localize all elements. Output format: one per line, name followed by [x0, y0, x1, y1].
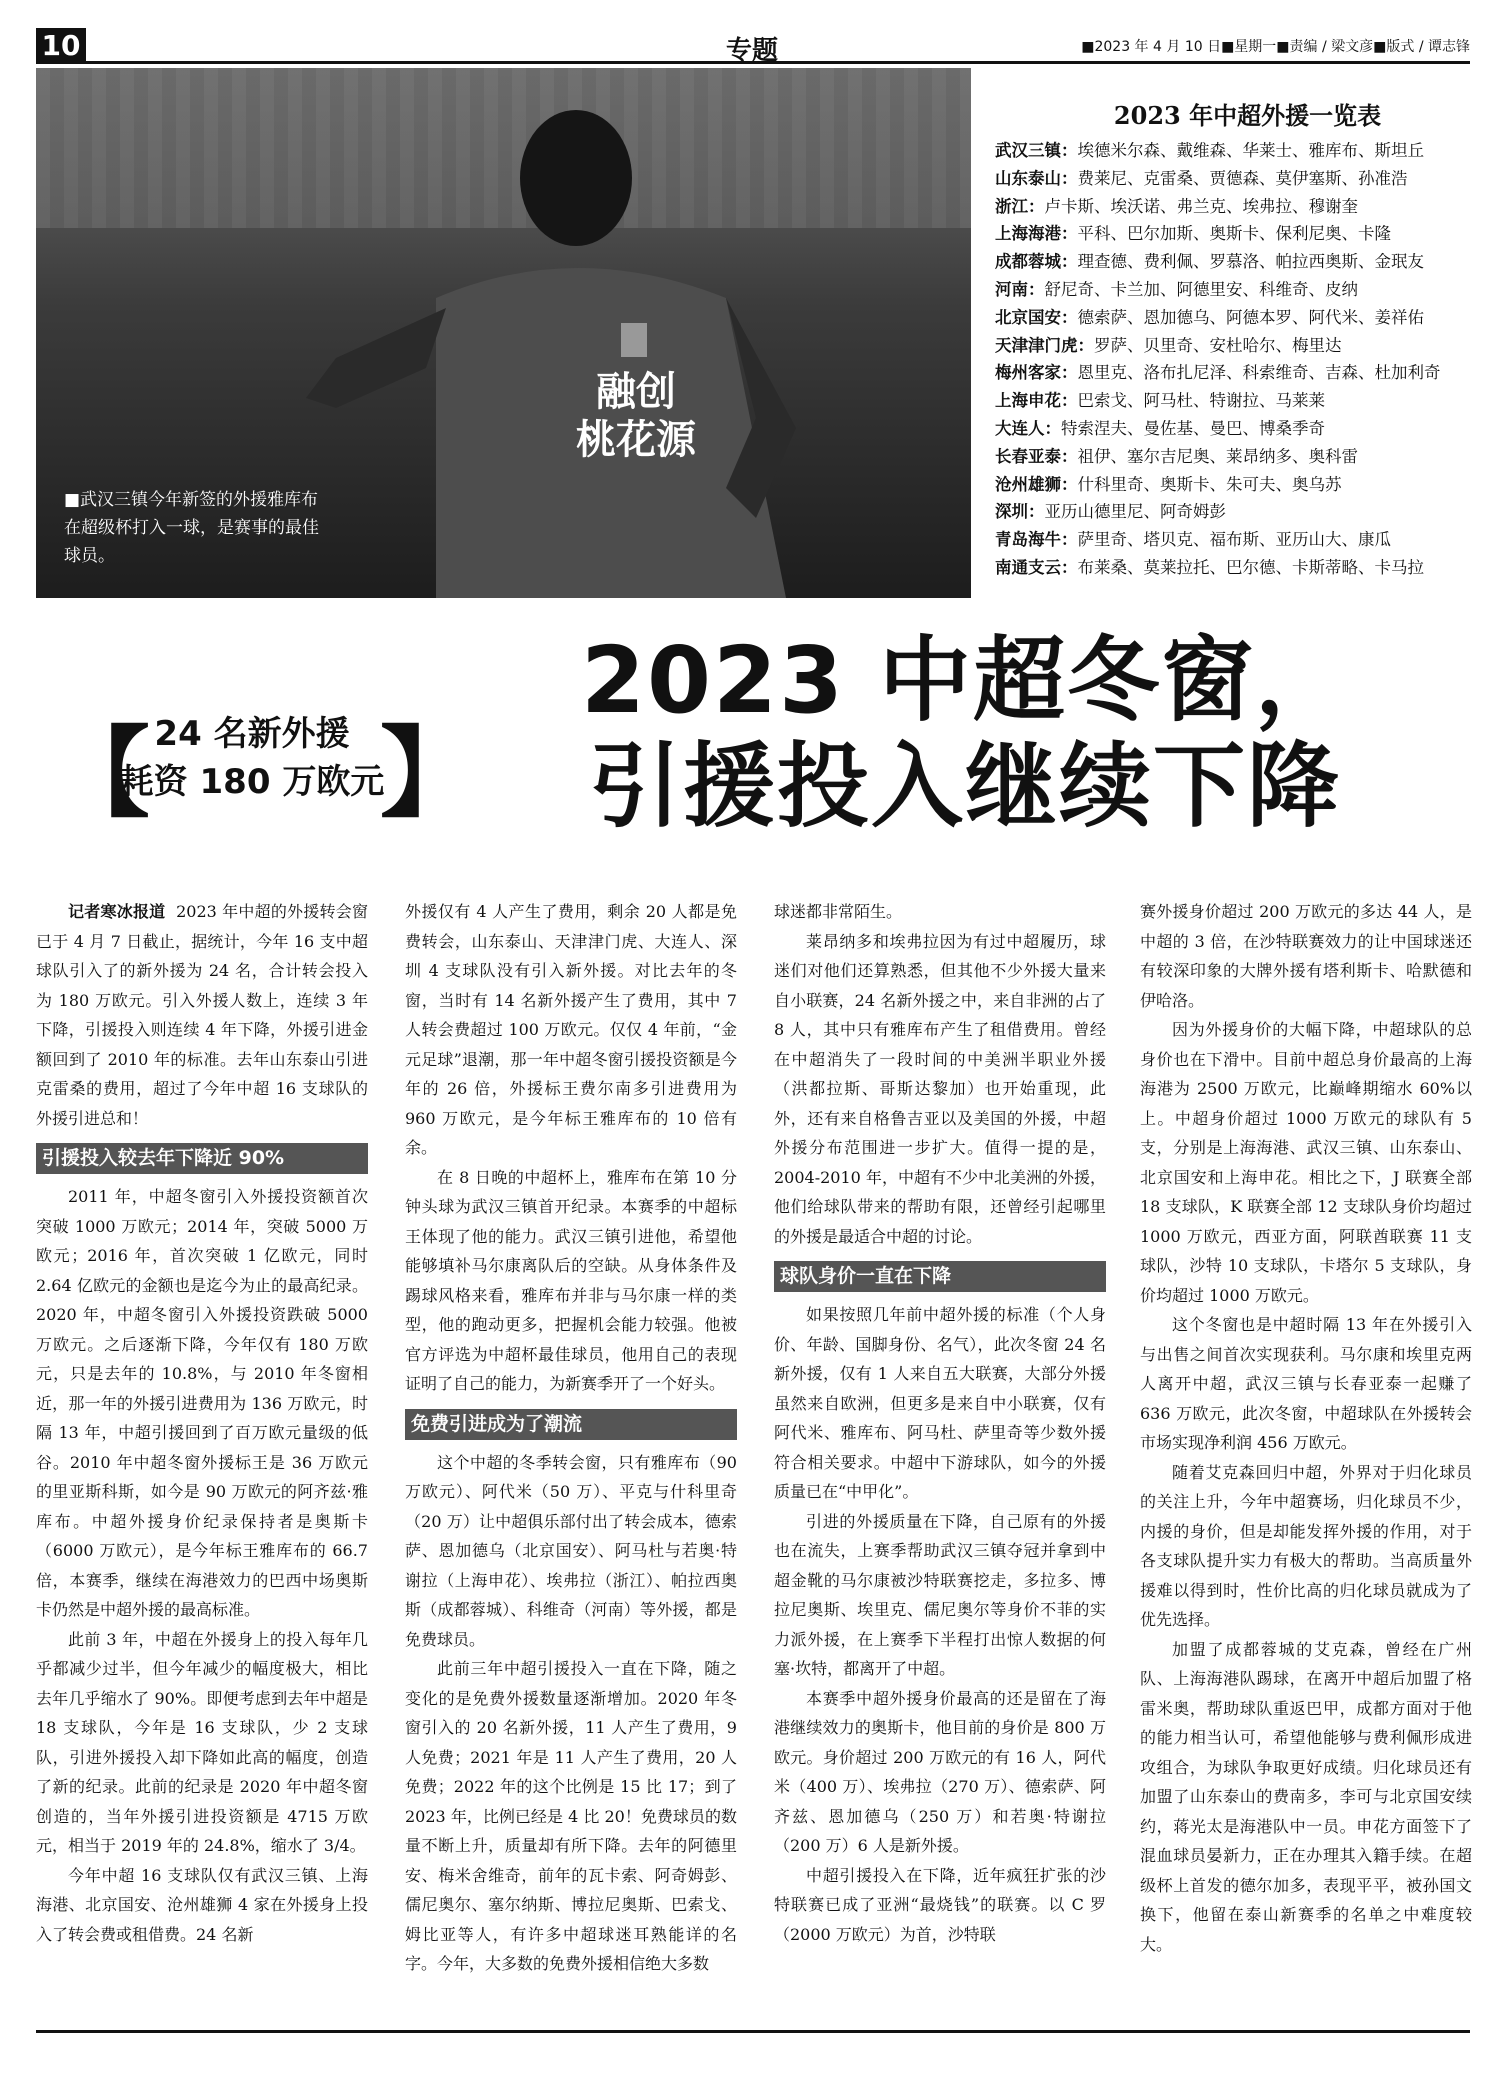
section-heading: 引援投入较去年下降近 90% [36, 1143, 368, 1174]
club-name: 上海海港： [995, 224, 1078, 244]
issue-meta: ■2023 年 4 月 10 日■星期一■责编 / 梁文彦■版式 / 谭志锋 [1081, 39, 1470, 55]
player-names: 理查德、费利佩、罗慕洛、帕拉西奥斯、金珉友 [1077, 252, 1424, 272]
club-name: 青岛海牛： [995, 530, 1078, 550]
paragraph: 莱昂纳多和埃弗拉因为有过中超履历，球迷们对他们还算熟悉，但其他不少外援大量来自小联赛，24 名新外援之中，来自非洲的占了 8 人，其中只有雅库布产生了租借费用。曾经在中超消失了一段时间的中美洲半职业外援（洪都拉斯、哥斯达黎加）也开始重现，此外，还有来自格鲁吉亚以及美国的外援，中超外援分布范围进一步扩大。值得一提的是，2004-2010 年，中超有不少中北美洲的外援，他们给球队带来的帮助有限，还曾经引起哪里的外援是最适合中超的讨论。 [774, 931, 1106, 1246]
player-names: 巴索戈、阿马杜、特谢拉、马莱莱 [1077, 391, 1325, 411]
byline: 记者寒冰报道 [68, 902, 166, 921]
paragraph: 记者寒冰报道 2023 年中超的外援转会窗已于 4 月 7 日截止，据统计，今年 16 支中超球队引入了的新外援为 24 名，合计转会投入为 180 万欧元。引入外援人数上，连续 3 年下降，引援投入则连续 4 年下降，外援引进金额回到了 2010 年的标准。去年山东泰山引进克雷桑的费用，超过了今年中超 16 支球队的外援引进总和！ [36, 902, 369, 1128]
player-names: 埃德米尔森、戴维森、华莱士、雅库布、斯坦丘 [1077, 141, 1424, 160]
club-name: 长春亚泰： [995, 446, 1078, 466]
player-names: 布莱桑、莫莱拉托、巴尔德、卡斯蒂略、卡马拉 [1077, 557, 1424, 577]
club-name: 北京国安： [995, 307, 1078, 327]
paragraph: 中超引援投入在下降，近年疯狂扩张的沙特联赛已成了亚洲“最烧钱”的联赛。以 C 罗（2000 万欧元）为首，沙特联 [774, 1865, 1106, 1944]
table-row [995, 554, 1470, 582]
headline-line-2: 引援投入继续下降 [588, 733, 1341, 840]
subheadline [102, 710, 402, 806]
club-name: 成都蓉城： [995, 252, 1078, 272]
paragraph: 外援仅有 4 人产生了费用，剩余 20 人都是免费转会，山东泰山、天津津门虎、大连人、深圳 4 支球队没有引入新外援。对比去年的冬窗，当时有 14 名新外援产生了费用，其中 7 人转会费超过 100 万欧元。仅仅 4 年前，“金元足球”退潮，那一年中超冬窗引援投资额是今年的 26 倍，外援标王费尔南多引进费用为 960 万欧元，是今年标王雅库布的 10 倍有余。 [405, 902, 737, 1157]
foreign-players-table [995, 96, 1470, 582]
club-name: 沧州雄狮： [995, 474, 1078, 494]
table-row [995, 276, 1470, 304]
shirt-sponsor-2: 桃花源 [576, 417, 696, 463]
player-names: 恩里克、洛布扎尼泽、科索维奇、吉森、杜加利奇 [1077, 363, 1441, 383]
paragraph: 本赛季中超外援身价最高的还是留在了海港继续效力的奥斯卡，他目前的身价是 800 万欧元。身价超过 200 万欧元的有 16 人，阿代米（400 万）、埃弗拉（270 万）、德索萨、阿齐兹、恩加德乌（250 万）和若奥·特谢拉（200 万）6 人是新外援。 [774, 1688, 1106, 1855]
player-names: 萨里奇、塔贝克、福布斯、亚历山大、康瓜 [1077, 530, 1391, 550]
paragraph: 这个中超的冬季转会窗，只有雅库布（90 万欧元）、阿代米（50 万）、平克与什科里奇（20 万）让中超俱乐部付出了转会成本，德索萨、恩加德乌（北京国安）、阿马杜与若奥·特谢拉（上海申花）、埃弗拉（浙江）、帕拉西奥斯（成都蓉城）、科维奇（河南）等外援，都是免费球员。 [405, 1452, 737, 1649]
paragraph: 随着艾克森回归中超，外界对于归化球员的关注上升，今年中超赛场，归化球员不少，内援的身价，但是却能发挥外援的作用，对于各支球队提升实力有极大的帮助。当高质量外援难以得到时，性价比高的归化球员就成为了优先选择。 [1140, 1462, 1472, 1629]
table-row [995, 193, 1470, 221]
paragraph: 此前三年中超引援投入一直在下降，随之变化的是免费外援数量逐渐增加。2020 年冬窗引入的 20 名新外援，11 人产生了费用，9 人免费；2021 年是 11 人产生了费用，20 人免费；2022 年的这个比例是 15 比 17；到了 2023 年，比例已经是 4 比 20！免费球员的数量不断上升，质量却有所下降。去年的阿德里安、梅米舍维奇，前年的瓦卡索、阿奇姆彭、儒尼奥尔、塞尔纳斯、博拉尼奥斯、巴索戈、姆比亚等人，有许多中超球迷耳熟能详的名字。今年，大多数的免费外援相信绝大多数 [405, 1659, 737, 1973]
article-column-1 [36, 897, 368, 1949]
paragraph: 此前 3 年，中超在外援身上的投入每年几乎都减少过半，但今年减少的幅度极大，相比去年几乎缩水了 90%。即便考虑到去年中超是 18 支球队，今年是 16 支球队，少 2 支球队，引进外援投入却下降如此高的幅度，创造了新的纪录。此前的纪录是 2020 年中超冬窗创造的，当年外援引进投资额是 4715 万欧元，相当于 2019 年的 24.8%，缩水了 3/4。 [36, 1629, 368, 1855]
section-heading: 球队身价一直在下降 [774, 1261, 1106, 1292]
player-names: 罗萨、贝里奇、安杜哈尔、梅里达 [1094, 335, 1342, 355]
club-name: 山东泰山： [995, 168, 1078, 188]
club-name: 武汉三镇： [995, 141, 1078, 160]
player-names: 费莱尼、克雷桑、贾德森、莫伊塞斯、孙准浩 [1077, 168, 1408, 188]
player-names: 卢卡斯、埃沃诺、弗兰克、埃弗拉、穆谢奎 [1044, 196, 1358, 216]
table-row [995, 165, 1470, 193]
club-name: 天津津门虎： [995, 335, 1094, 355]
paragraph: 加盟了成都蓉城的艾克森，曾经在广州队、上海海港队踢球，在离开中超后加盟了格雷米奥，帮助球队重返巴甲，成都方面对于他的能力相当认可，希望他能够与费利佩形成进攻组合，为球队争取更好成绩。归化球员还有加盟了山东泰山的费南多，李可与北京国安续约，蒋光太是海港队中一员。申花方面签下了混血球员晏新力，正在办理其入籍手续。在超级杯上首发的德尔加多，表现平平，被孙国文换下，他留在泰山新赛季的名单之中难度较大。 [1140, 1639, 1472, 1954]
section-title: 专题 [726, 36, 779, 66]
club-name: 浙江： [995, 196, 1045, 216]
player-names: 祖伊、塞尔吉尼奥、莱昂纳多、奥科雷 [1077, 446, 1358, 466]
player-names: 平科、巴尔加斯、奥斯卡、保利尼奥、卡隆 [1077, 224, 1391, 244]
feature-photo [36, 68, 971, 598]
table-title: 2023 年中超外援一览表 [1113, 101, 1382, 130]
article-column-3 [774, 897, 1106, 1949]
player-names: 什科里奇、奥斯卡、朱可夫、奥乌苏 [1077, 474, 1342, 494]
club-name: 大连人： [995, 418, 1061, 438]
paragraph: 球迷都非常陌生。 [774, 902, 903, 921]
article-column-4 [1140, 897, 1472, 1959]
bracket-left: 【 [52, 717, 151, 831]
paragraph: 这个冬窗也是中超时隔 13 年在外援引入与出售之间首次实现获利。马尔康和埃里克两人离开中超，武汉三镇与长春亚泰一起赚了 636 万欧元，此次冬窗，中超球队在外援转会市场实现净利润 456 万欧元。 [1140, 1315, 1472, 1452]
table-row [995, 248, 1470, 276]
table-row [995, 443, 1470, 471]
subheadline-line-2: 耗资 180 万欧元 [119, 762, 385, 802]
table-row [995, 498, 1470, 526]
paragraph: 在 8 日晚的中超杯上，雅库布在第 10 分钟头球为武汉三镇首开纪录。本赛季的中超标王体现了他的能力。武汉三镇引进他，希望他能够填补马尔康离队后的空缺。从身体条件及踢球风格来看，雅库布并非与马尔康一样的类型，他的跑动更多，把握机会能力较强。他被官方评选为中超杯最佳球员，他用自己的表现证明了自己的能力，为新赛季开了一个好头。 [405, 1167, 737, 1393]
table-row [995, 359, 1470, 387]
footer-rule [36, 2030, 1470, 2033]
photo-caption: ■武汉三镇今年新签的外援雅库布在超级杯打入一球，是赛事的最佳球员。 [64, 490, 319, 566]
club-name: 深圳： [995, 502, 1045, 522]
paragraph: 今年中超 16 支球队仅有武汉三镇、上海海港、北京国安、沧州雄狮 4 家在外援身上投入了转会费或租借费。24 名新 [36, 1865, 368, 1944]
headline-line-1: 2023 中超冬窗， [580, 627, 1350, 734]
table-row [995, 304, 1470, 332]
paragraph: 引进的外援质量在下降，自己原有的外援也在流失，上赛季帮助武汉三镇夺冠并拿到中超金靴的马尔康被沙特联赛挖走，多拉多、博拉尼奥斯、埃里克、儒尼奥尔等身价不菲的实力派外援，在上赛季下半程打出惊人数据的何塞·坎特，都离开了中超。 [774, 1511, 1106, 1678]
table-row [995, 526, 1470, 554]
page-header [36, 28, 1470, 64]
table-row [995, 387, 1470, 415]
table-row [995, 415, 1470, 443]
paragraph: 如果按照几年前中超外援的标准（个人身价、年龄、国脚身份、名气），此次冬窗 24 名新外援，仅有 1 人来自五大联赛，大部分外援虽然来自欧洲，但更多是来自中小联赛，仅有阿代米、雅库布、阿马杜、萨里奇等少数外援符合相关要求。中超中下游球队，如今的外援质量已在“中甲化”。 [774, 1305, 1106, 1501]
bracket-right: 】 [380, 717, 479, 831]
table-row [995, 471, 1470, 499]
section-heading: 免费引进成为了潮流 [405, 1409, 737, 1440]
club-name: 河南： [995, 279, 1045, 299]
article-column-2 [405, 897, 737, 1979]
paragraph: 赛外援身价超过 200 万欧元的多达 44 人，是中超的 3 倍，在沙特联赛效力的让中国球迷还有较深印象的大牌外援有塔利斯卡、哈默德和伊哈洛。 [1140, 902, 1472, 1010]
paragraph: 2011 年，中超冬窗引入外援投资额首次突破 1000 万欧元；2014 年，突破 5000 万欧元；2016 年，首次突破 1 亿欧元，同时 2.64 亿欧元的金额也是迄今为止的最高纪录。2020 年，中超冬窗引入外援投资跌破 5000 万欧元。之后逐渐下降，今年仅有 180 万欧元，只是去年的 10.8%，与 2010 年冬窗相近，那一年的外援引进费用为 136 万欧元，时隔 13 年，中超引援回到了百万欧元量级的低谷。2010 年中超冬窗外援标王是 36 万欧元的里亚斯科斯，如今是 90 万欧元的阿齐兹·雅库布。中超外援身价纪录保持者是奥斯卡（6000 万欧元），是今年标王雅库布的 66.7 倍，本赛季，继续在海港效力的巴西中场奥斯卡仍然是中超外援的最高标准。 [36, 1187, 368, 1619]
table-row [995, 220, 1470, 248]
main-headline [460, 628, 1470, 840]
player-names: 亚历山德里尼、阿奇姆彭 [1044, 502, 1226, 522]
subheadline-line-1: 24 名新外援 [154, 714, 350, 754]
table-row [995, 137, 1470, 165]
player-names: 德索萨、恩加德乌、阿德本罗、阿代米、姜祥佑 [1077, 307, 1424, 327]
club-name: 梅州客家： [995, 363, 1078, 383]
table-row [995, 332, 1470, 360]
paragraph: 因为外援身价的大幅下降，中超球队的总身价也在下滑中。目前中超总身价最高的上海海港为 2500 万欧元，比巅峰期缩水 60%以上。中超身价超过 1000 万欧元的球队有 5 支，分别是上海海港、武汉三镇、山东泰山、北京国安和上海申花。相比之下，J 联赛全部 18 支球队，K 联赛全部 12 支球队身价均超过 1000 万欧元，西亚方面，阿联酋联赛 11 支球队，沙特 10 支球队，卡塔尔 5 支球队，身价均超过 1000 万欧元。 [1140, 1020, 1472, 1305]
player-names: 舒尼奇、卡兰加、阿德里安、科维奇、皮纳 [1044, 279, 1358, 299]
player-names: 特索涅夫、曼佐基、曼巴、博桑季奇 [1061, 418, 1325, 438]
shirt-sponsor-1: 融创 [596, 369, 676, 415]
club-name: 上海申花： [995, 391, 1078, 411]
page-number: 10 [36, 28, 86, 64]
club-name: 南通支云： [995, 557, 1078, 577]
